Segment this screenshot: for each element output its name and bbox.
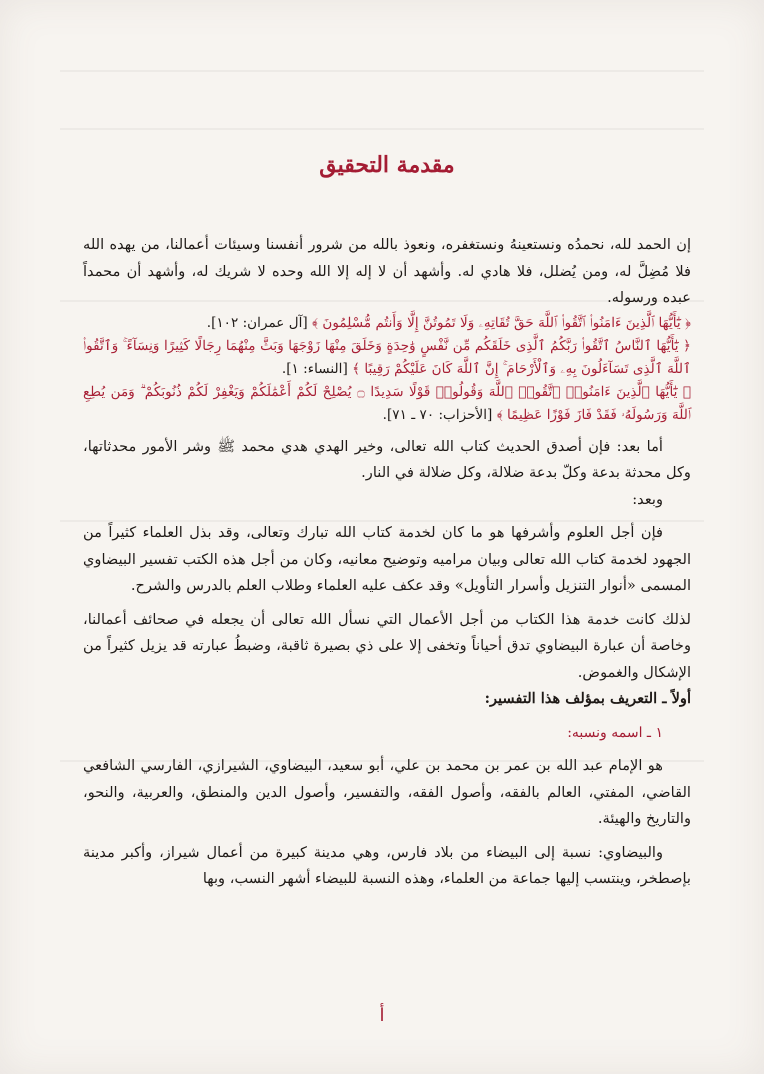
page-number: أ [379,1005,385,1026]
section-heading: أولاً ـ التعريف بمؤلف هذا التفسير: [484,690,691,707]
quran-verse-3 [83,381,691,427]
subsection-heading: ١ ـ اسمه ونسبه: [567,724,663,741]
amma-baad-paragraph: أما بعد: فإن أصدق الحديث كتاب الله تعالى، وخير الهدي هدي محمد ﷺ وشر الأمور محدثاتها، وكل محدثة بدعة وكلّ بدعة ضلالة، وكل ضلالة في النار. [83,437,691,481]
page-title: مقدمة التحقيق [319,152,455,178]
spacer [83,513,691,520]
quran-verse-1 [83,312,691,335]
spacer [83,713,691,720]
wa-baad-line: وبعد: [632,490,663,508]
ulum-paragraph: فإن أجل العلوم وأشرفها هو ما كان لخدمة كتاب الله تبارك وتعالى، وقد بذل العلماء كثيراً من الجهود لخدمة كتاب الله تعالى وبيان مراميه وتوضيح معانيه، وكان من أجل هذه الكتب تفسير البيضاوي المسمى «أنوار التنزيل وأسرار التأويل» وقد عكف عليه العلماء وطلاب العلم بالدرس والشرح. [83,524,691,594]
bleed-through-line [60,128,704,130]
ayah-reference: [الأحزاب: ٧٠ ـ ٧١]. [382,406,493,423]
spacer [83,600,691,607]
khidma-paragraph: لذلك كانت خدمة هذا الكتاب من أجل الأعمال التي نسأل الله تعالى أن يجعله في صحائف أعمالنا، وخاصة أن عبارة البيضاوي تدق أحياناً وتخفى إلا على ذي بصيرة ثاقبة، وضبطُ عبارته قد يزيل كثيراً من الإشكال والغموض. [83,610,691,681]
bleed-through-line [60,70,704,72]
quran-verse-2 [83,335,691,381]
nisba-paragraph: والبيضاوي: نسبة إلى البيضاء من بلاد فارس، وهي مدينة كبيرة من أعمال شيراز، وأكبر مدينة بإصطخر، وينتسب إليها جماعة من العلماء، وهذه النسبة للبيضاء أشهر النسب، وبها [83,843,691,887]
ayah-text: ﴿ يَٰٓأَيُّهَا ٱلنَّاسُ ٱتَّقُوا۟ رَبَّكُمُ ٱلَّذِى خَلَقَكُم مِّن نَّفْسٍ وَٰحِدَةٍ وَخَلَقَ مِنْهَا زَوْجَهَا وَبَثَّ مِنْهُمَا رِجَالًا كَثِيرًا وَنِسَآءً ۚ وَٱتَّقُوا۟ ٱللَّهَ ٱلَّذِى تَسَآءَلُونَ بِهِۦ وَٱلْأَرْحَامَ ۚ إِنَّ ٱللَّهَ كَانَ عَلَيْكُمْ رَقِيبًا ﴾ [83,337,691,377]
name-paragraph: هو الإمام عبد الله بن عمر بن محمد بن علي، أبو سعيد، البيضاوي، الشيرازي، الفارسي الشافعي القاضي، المفتي، العالم بالفقه، وأصول الفقه، والتفسير، وأصول الدين والمنطق، والعربية، والنحو، والتاريخ والهيئة. [83,757,691,827]
spacer [83,746,691,753]
spacer [83,427,691,434]
ayah-text: ﴿ يَٰٓأَيُّهَا ٱلَّذِينَ ءَامَنُوا۟ ٱتَّقُوا۟ ٱللَّهَ حَقَّ تُقَاتِهِۦ وَلَا تَمُوتُنَّ إِلَّا وَأَنتُم مُّسْلِمُونَ ﴾ [312,314,691,331]
page-body [83,150,691,893]
ayah-text: ﴿ يَٰٓأَيُّهَا ٱلَّذِينَ ءَامَنُوا۟ ٱتَّقُوا۟ ٱللَّهَ وَقُولُوا۟ قَوْلًا سَدِيدًا ۝ يُصْلِحْ لَكُمْ أَعْمَٰلَكُمْ وَيَغْفِرْ لَكُمْ ذُنُوبَكُمْ ۗ وَمَن يُطِعِ ٱللَّهَ وَرَسُولَهُۥ فَقَدْ فَازَ فَوْزًا عَظِيمًا ﴾ [83,383,691,423]
ayah-reference: [النساء: ١]. [281,360,348,377]
intro-paragraph: إن الحمد لله، نحمدُه ونستعينهُ ونستغفره، ونعوذ بالله من شرور أنفسنا وسيئات أعمالنا، من يهده الله فلا مُضِلَّ له، ومن يُضلل، فلا هادي له. وأشهد أن لا إله إلا الله وحده لا شريك له، وأشهد أن محمداً عبده ورسوله. [83,236,691,306]
spacer [83,833,691,840]
ayah-reference: [آل عمران: ١٠٢]. [206,314,308,331]
